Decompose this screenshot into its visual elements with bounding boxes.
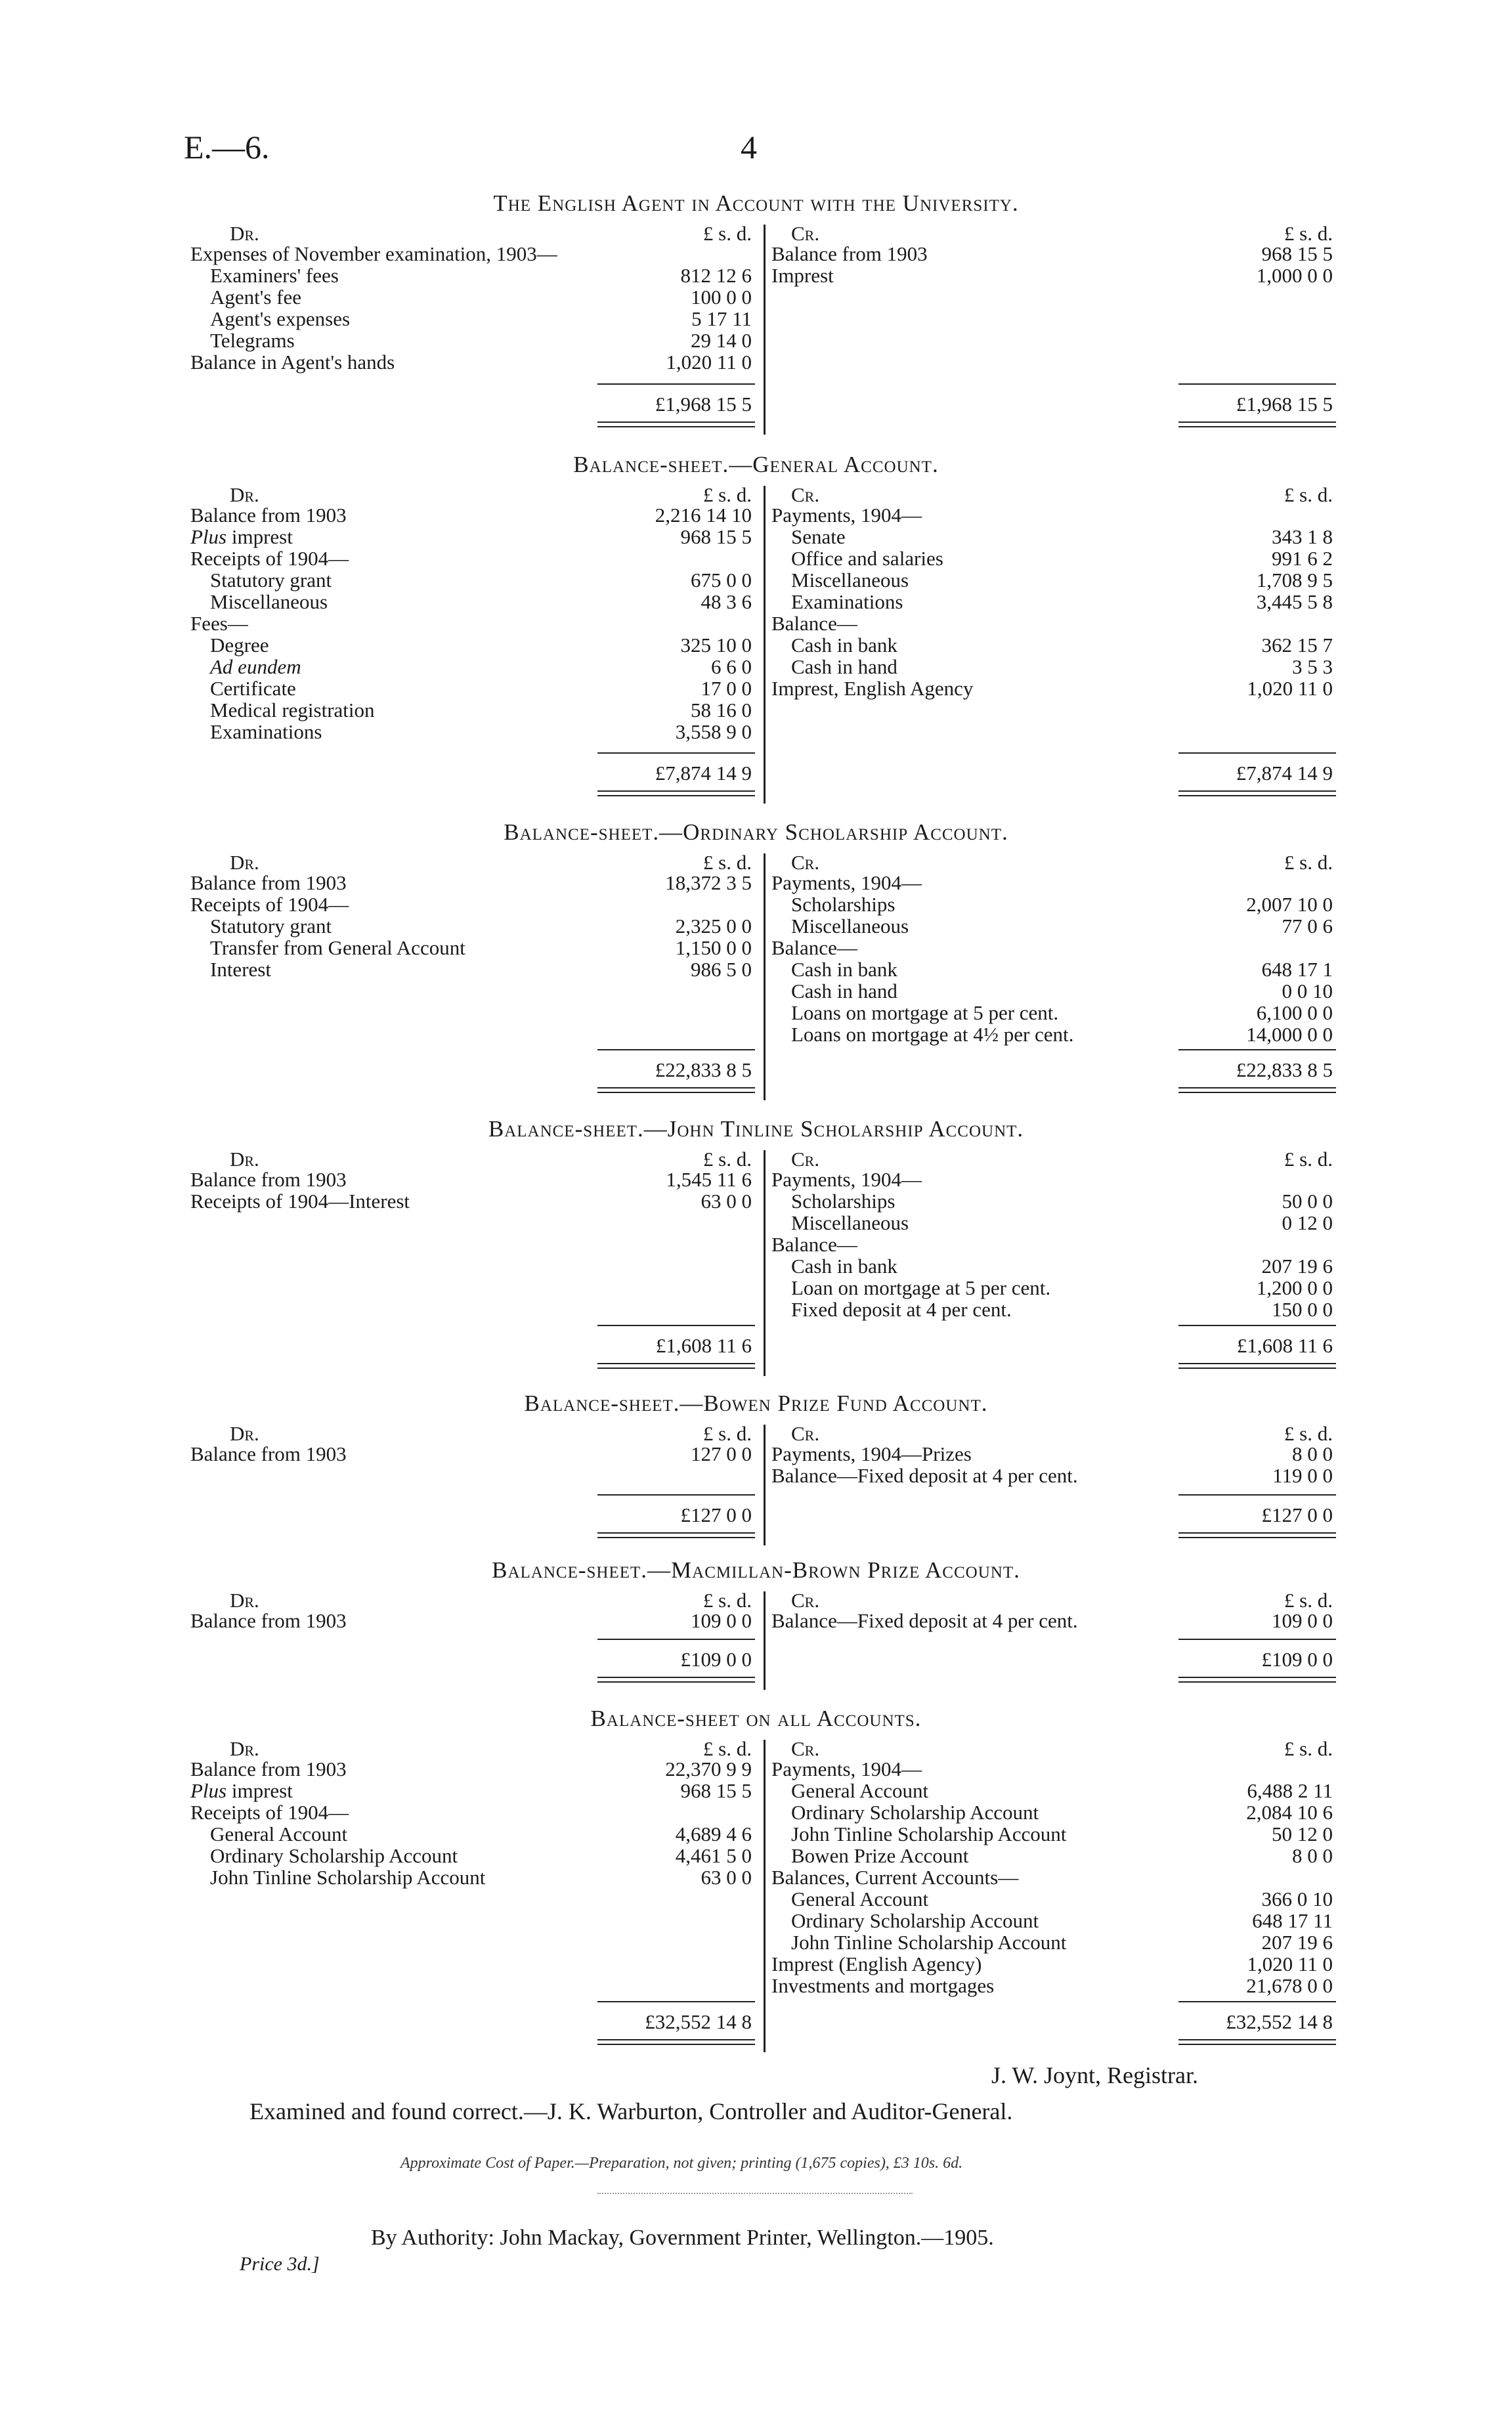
credit-row-label: Miscellaneous <box>791 915 909 937</box>
debit-subtotal-rule <box>597 752 755 754</box>
debit-row-label: John Tinline Scholarship Account <box>210 1866 486 1889</box>
section-title: Balance-sheet on all Accounts. <box>590 1706 922 1731</box>
credit-heading: Cr. <box>791 851 820 874</box>
debit-total: £1,968 15 5 <box>655 393 752 416</box>
debit-total: £109 0 0 <box>680 1648 752 1671</box>
debit-row-label: Examinations <box>210 720 322 743</box>
debit-subtotal-rule <box>597 1494 755 1496</box>
credit-row-amount: 21,678 0 0 <box>1246 1974 1333 1997</box>
credit-row-amount: 150 0 0 <box>1272 1298 1333 1321</box>
debit-heading: Dr. <box>230 1148 259 1171</box>
credit-row-amount: 362 15 7 <box>1261 634 1333 657</box>
credit-subtotal-rule <box>1178 2001 1336 2002</box>
debit-total: £127 0 0 <box>680 1503 752 1526</box>
credit-heading: Cr. <box>791 483 820 506</box>
debit-row-amount: 17 0 0 <box>701 677 752 700</box>
debit-subtotal-rule <box>597 1049 755 1050</box>
debit-heading: Dr. <box>230 1422 259 1445</box>
column-divider <box>764 225 766 435</box>
credit-row-label: Balance—Fixed deposit at 4 per cent. <box>771 1609 1078 1632</box>
credit-row-amount: 2,007 10 0 <box>1246 893 1333 916</box>
credit-row-amount: 1,708 9 5 <box>1256 569 1333 592</box>
credit-row-label: General Account <box>791 1779 929 1802</box>
currency-header-left: £ s. d. <box>702 1422 752 1445</box>
debit-row-amount: 109 0 0 <box>691 1609 752 1632</box>
debit-row-amount: 63 0 0 <box>701 1866 752 1889</box>
column-divider <box>764 853 766 1100</box>
section-title: Balance-sheet.—John Tinline Scholarship Account. <box>488 1116 1024 1142</box>
section-title: Balance-sheet.—General Account. <box>573 452 939 477</box>
credit-total: £1,608 11 6 <box>1236 1334 1333 1357</box>
credit-row-amount: 3,445 5 8 <box>1256 590 1333 613</box>
credit-subtotal-rule <box>1178 752 1336 754</box>
page-number: 4 <box>741 129 757 165</box>
credit-row-amount: 648 17 1 <box>1261 958 1333 981</box>
debit-row-label: Statutory grant <box>210 915 332 937</box>
currency-header-left: £ s. d. <box>702 222 752 245</box>
debit-subtotal-rule <box>597 1639 755 1640</box>
debit-row-amount: 18,372 3 5 <box>665 871 752 894</box>
debit-total: £1,608 11 6 <box>655 1334 752 1357</box>
credit-subtotal-rule <box>1178 1639 1336 1640</box>
debit-row-amount: 675 0 0 <box>691 569 752 592</box>
debit-row-label: Balance from 1903 <box>190 1168 347 1191</box>
debit-total-double-rule <box>597 421 755 427</box>
credit-row-amount: 2,084 10 6 <box>1246 1801 1333 1824</box>
credit-heading: Cr. <box>791 1148 820 1171</box>
credit-total-double-rule <box>1178 2039 1336 2045</box>
debit-row-amount: 6 6 0 <box>711 655 752 678</box>
debit-row-label: Receipts of 1904—Interest <box>190 1190 410 1213</box>
debit-heading: Dr. <box>230 222 259 245</box>
debit-heading: Dr. <box>230 1737 259 1760</box>
credit-total-double-rule <box>1178 1532 1336 1538</box>
credit-row-label: Payments, 1904—Prizes <box>771 1442 972 1465</box>
debit-row-label: Balance from 1903 <box>190 1609 347 1632</box>
debit-row-label: Ordinary Scholarship Account <box>210 1844 458 1867</box>
price: Price 3d.] <box>240 2253 320 2275</box>
credit-total: £7,874 14 9 <box>1236 762 1333 785</box>
currency-header-right: £ s. d. <box>1284 1422 1333 1445</box>
debit-row-amount: 968 15 5 <box>680 1779 752 1802</box>
document-reference: E.—6. <box>184 129 270 165</box>
credit-row-amount: 8 0 0 <box>1292 1442 1333 1465</box>
credit-row-amount: 77 0 6 <box>1282 915 1333 937</box>
debit-total: £32,552 14 8 <box>645 2010 752 2033</box>
credit-row-amount: 50 12 0 <box>1272 1822 1333 1845</box>
credit-row-label: Payments, 1904— <box>771 1168 922 1191</box>
credit-subtotal-rule <box>1178 383 1336 385</box>
debit-row-amount: 1,150 0 0 <box>675 936 752 959</box>
credit-row-label: Examinations <box>791 590 903 613</box>
section-title: Balance-sheet.—Ordinary Scholarship Account. <box>504 819 1008 845</box>
debit-row-label: Balance from 1903 <box>190 871 347 894</box>
debit-total-double-rule <box>597 1532 755 1538</box>
debit-total-double-rule <box>597 1087 755 1093</box>
currency-header-right: £ s. d. <box>1284 222 1333 245</box>
column-divider <box>764 1591 766 1690</box>
printer-authority: By Authority: John Mackay, Government Printer, Wellington.—1905. <box>371 2226 994 2250</box>
credit-row-label: Balance— <box>771 1233 857 1256</box>
debit-subtotal-rule <box>597 383 755 385</box>
credit-row-label: John Tinline Scholarship Account <box>791 1931 1067 1954</box>
credit-total-double-rule <box>1178 1363 1336 1369</box>
credit-row-label: Ordinary Scholarship Account <box>791 1801 1039 1824</box>
debit-row-label: Statutory grant <box>210 569 332 592</box>
debit-row-amount: 1,545 11 6 <box>666 1168 752 1191</box>
separator <box>597 2193 913 2195</box>
debit-row-label: Balance in Agent's hands <box>190 351 395 374</box>
debit-row-label: Medical registration <box>210 699 375 722</box>
credit-row-label: General Account <box>791 1887 929 1910</box>
credit-row-label: Payments, 1904— <box>771 1757 922 1780</box>
credit-row-label: Payments, 1904— <box>771 871 922 894</box>
debit-heading: Dr. <box>230 851 259 874</box>
credit-row-label: Cash in bank <box>791 634 897 657</box>
credit-row-label: Balance— <box>771 936 857 959</box>
credit-row-amount: 0 12 0 <box>1282 1211 1333 1234</box>
credit-row-label: Office and salaries <box>791 547 943 570</box>
column-divider <box>764 1425 766 1545</box>
credit-heading: Cr. <box>791 1737 820 1760</box>
debit-row-amount: 986 5 0 <box>691 958 752 981</box>
credit-subtotal-rule <box>1178 1049 1336 1050</box>
debit-row-label: Interest <box>210 958 271 981</box>
credit-row-label: Balance from 1903 <box>771 242 928 265</box>
debit-row-amount: 968 15 5 <box>680 525 752 548</box>
debit-row-amount: 22,370 9 9 <box>665 1757 752 1780</box>
debit-row-label: General Account <box>210 1822 348 1845</box>
currency-header-left: £ s. d. <box>702 1148 752 1171</box>
credit-row-label: Cash in hand <box>791 980 897 1002</box>
credit-subtotal-rule <box>1178 1325 1336 1326</box>
credit-row-label: Scholarships <box>791 1190 896 1213</box>
column-divider <box>764 486 766 804</box>
credit-row-amount: 648 17 11 <box>1252 1909 1333 1932</box>
registrar-signature: J. W. Joynt, Registrar. <box>991 2062 1199 2088</box>
debit-row-amount: 1,020 11 0 <box>666 351 752 374</box>
debit-row-label: Receipts of 1904— <box>190 893 349 916</box>
credit-row-label: Imprest, English Agency <box>771 677 974 700</box>
debit-row-amount: 2,216 14 10 <box>655 504 752 527</box>
credit-row-amount: 343 1 8 <box>1272 525 1333 548</box>
credit-row-amount: 14,000 0 0 <box>1246 1023 1333 1046</box>
debit-total: £7,874 14 9 <box>655 762 752 785</box>
credit-total: £22,833 8 5 <box>1236 1058 1333 1081</box>
credit-total: £127 0 0 <box>1261 1503 1333 1526</box>
credit-row-amount: 207 19 6 <box>1261 1931 1333 1954</box>
credit-row-label: Ordinary Scholarship Account <box>791 1909 1039 1932</box>
currency-header-right: £ s. d. <box>1284 851 1333 874</box>
credit-row-label: Miscellaneous <box>791 569 909 592</box>
debit-row-amount: 812 12 6 <box>680 264 752 287</box>
credit-row-label: Bowen Prize Account <box>791 1844 969 1867</box>
credit-row-label: Imprest <box>771 264 834 287</box>
credit-row-amount: 119 0 0 <box>1272 1464 1333 1487</box>
debit-row-label: Balance from 1903 <box>190 1442 347 1465</box>
credit-row-label: Scholarships <box>791 893 896 916</box>
credit-row-label: Balance— <box>771 612 857 635</box>
credit-row-label: Balance—Fixed deposit at 4 per cent. <box>771 1464 1078 1487</box>
debit-subtotal-rule <box>597 2001 755 2002</box>
currency-header-right: £ s. d. <box>1284 1589 1333 1612</box>
credit-row-label: Fixed deposit at 4 per cent. <box>791 1298 1012 1321</box>
credit-total-double-rule <box>1178 1087 1336 1093</box>
debit-row-label: Plus imprest <box>190 525 293 548</box>
credit-row-amount: 207 19 6 <box>1261 1255 1333 1278</box>
debit-total-double-rule <box>597 790 755 796</box>
debit-row-amount: 4,689 4 6 <box>675 1822 752 1845</box>
credit-total-double-rule <box>1178 1677 1336 1683</box>
debit-row-label: Balance from 1903 <box>190 504 347 527</box>
credit-heading: Cr. <box>791 222 820 245</box>
credit-total-double-rule <box>1178 421 1336 427</box>
debit-row-amount: 325 10 0 <box>680 634 752 657</box>
debit-row-label: Agent's expenses <box>210 307 351 330</box>
debit-row-amount: 100 0 0 <box>691 286 752 309</box>
debit-total-double-rule <box>597 1363 755 1369</box>
credit-row-label: Miscellaneous <box>791 1211 909 1234</box>
debit-row-label: Receipts of 1904— <box>190 1801 349 1824</box>
credit-subtotal-rule <box>1178 1494 1336 1496</box>
debit-total: £22,833 8 5 <box>655 1058 752 1081</box>
debit-row-amount: 63 0 0 <box>701 1190 752 1213</box>
credit-row-label: John Tinline Scholarship Account <box>791 1822 1067 1845</box>
section-title: Balance-sheet.—Bowen Prize Fund Account. <box>524 1390 988 1416</box>
credit-row-amount: 6,488 2 11 <box>1247 1779 1333 1802</box>
credit-row-label: Loans on mortgage at 4½ per cent. <box>791 1023 1074 1046</box>
credit-total-double-rule <box>1178 790 1336 796</box>
debit-subtotal-rule <box>597 1325 755 1326</box>
credit-row-amount: 6,100 0 0 <box>1256 1001 1333 1024</box>
credit-heading: Cr. <box>791 1422 820 1445</box>
credit-row-label: Loan on mortgage at 5 per cent. <box>791 1276 1051 1299</box>
currency-header-left: £ s. d. <box>702 1589 752 1612</box>
credit-row-amount: 1,020 11 0 <box>1247 677 1333 700</box>
debit-row-amount: 29 14 0 <box>691 329 752 352</box>
debit-row-label: Telegrams <box>210 329 295 352</box>
debit-row-label: Plus imprest <box>190 1779 293 1802</box>
credit-row-label: Payments, 1904— <box>771 504 922 527</box>
auditor-statement: Examined and found correct.—J. K. Warburton, Controller and Auditor-General. <box>249 2098 1013 2124</box>
currency-header-right: £ s. d. <box>1284 483 1333 506</box>
debit-row-label: Degree <box>210 634 269 657</box>
credit-total: £1,968 15 5 <box>1236 393 1333 416</box>
credit-row-label: Cash in hand <box>791 655 897 678</box>
debit-row-label: Ad eundem <box>210 655 301 678</box>
credit-row-label: Cash in bank <box>791 1255 897 1278</box>
column-divider <box>764 1150 766 1376</box>
italic-word: Plus <box>190 525 227 548</box>
debit-row-label: Fees— <box>190 612 248 635</box>
credit-row-amount: 8 0 0 <box>1292 1844 1333 1867</box>
debit-row-amount: 3,558 9 0 <box>675 720 752 743</box>
debit-heading: Dr. <box>230 1589 259 1612</box>
credit-row-label: Imprest (English Agency) <box>771 1952 982 1975</box>
credit-row-amount: 1,020 11 0 <box>1247 1952 1333 1975</box>
column-divider <box>764 1740 766 2052</box>
credit-row-amount: 1,200 0 0 <box>1256 1276 1333 1299</box>
credit-row-label: Cash in bank <box>791 958 897 981</box>
currency-header-right: £ s. d. <box>1284 1148 1333 1171</box>
debit-row-amount: 58 16 0 <box>691 699 752 722</box>
currency-header-left: £ s. d. <box>702 483 752 506</box>
credit-row-amount: 3 5 3 <box>1292 655 1333 678</box>
debit-row-label: Expenses of November examination, 1903— <box>190 242 557 265</box>
debit-row-label: Certificate <box>210 677 296 700</box>
debit-row-label: Examiners' fees <box>210 264 339 287</box>
debit-row-label: Transfer from General Account <box>210 936 465 959</box>
credit-row-amount: 968 15 5 <box>1261 242 1333 265</box>
credit-heading: Cr. <box>791 1589 820 1612</box>
section-title: The English Agent in Account with the University. <box>493 190 1019 216</box>
debit-row-label: Balance from 1903 <box>190 1757 347 1780</box>
credit-row-label: Investments and mortgages <box>771 1974 995 1997</box>
debit-row-amount: 2,325 0 0 <box>675 915 752 937</box>
credit-row-label: Balances, Current Accounts— <box>771 1866 1019 1889</box>
credit-row-amount: 991 6 2 <box>1272 547 1333 570</box>
debit-row-amount: 48 3 6 <box>701 590 752 613</box>
debit-row-label: Receipts of 1904— <box>190 547 349 570</box>
debit-row-label: Miscellaneous <box>210 590 328 613</box>
debit-row-amount: 5 17 11 <box>691 307 752 330</box>
cost-note: Approximate Cost of Paper.—Preparation, not given; printing (1,675 copies), £3 10s. 6d. <box>400 2155 963 2172</box>
italic-word: Plus <box>190 1779 227 1802</box>
debit-row-amount: 4,461 5 0 <box>675 1844 752 1867</box>
section-title: Balance-sheet.—Macmillan-Brown Prize Account. <box>492 1557 1020 1583</box>
currency-header-left: £ s. d. <box>702 851 752 874</box>
debit-total-double-rule <box>597 1677 755 1683</box>
debit-row-label: Agent's fee <box>210 286 302 309</box>
credit-row-amount: 109 0 0 <box>1272 1609 1333 1632</box>
currency-header-right: £ s. d. <box>1284 1737 1333 1760</box>
credit-row-label: Loans on mortgage at 5 per cent. <box>791 1001 1059 1024</box>
credit-row-amount: 0 0 10 <box>1282 980 1333 1002</box>
credit-total: £109 0 0 <box>1261 1648 1333 1671</box>
currency-header-left: £ s. d. <box>702 1737 752 1760</box>
debit-total-double-rule <box>597 2039 755 2045</box>
credit-row-amount: 1,000 0 0 <box>1256 264 1333 287</box>
credit-row-amount: 50 0 0 <box>1282 1190 1333 1213</box>
debit-heading: Dr. <box>230 483 259 506</box>
debit-row-amount: 127 0 0 <box>691 1442 752 1465</box>
credit-row-amount: 366 0 10 <box>1261 1887 1333 1910</box>
credit-total: £32,552 14 8 <box>1226 2010 1333 2033</box>
credit-row-label: Senate <box>791 525 846 548</box>
